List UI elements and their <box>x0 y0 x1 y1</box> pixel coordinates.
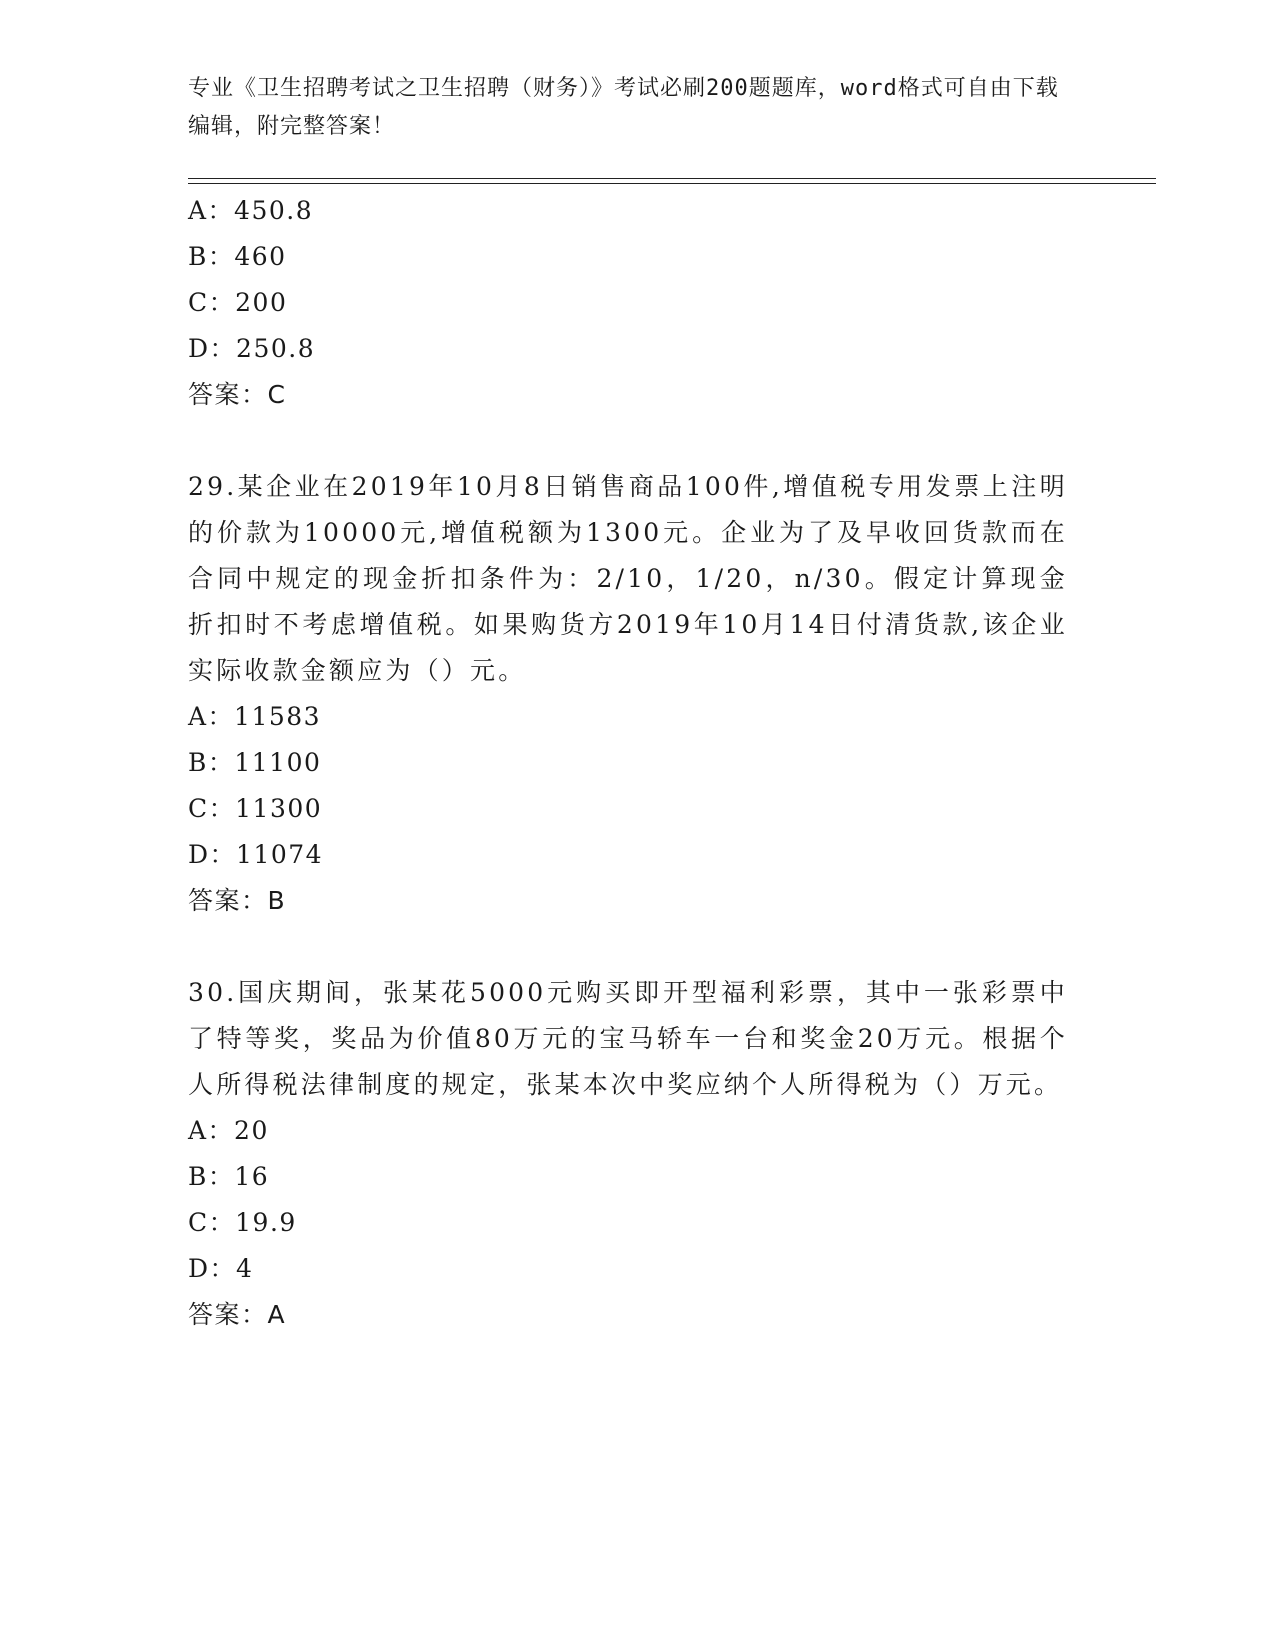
header-divider-top <box>188 178 1156 179</box>
option-a: A：20 <box>188 1116 269 1145</box>
option-c: C：19.9 <box>188 1208 297 1237</box>
option-c: C：11300 <box>188 794 323 823</box>
option-b: B：16 <box>188 1162 270 1191</box>
question-block-29 <box>188 464 1068 924</box>
question-list <box>188 188 1068 1338</box>
option-d: D：11074 <box>188 840 324 869</box>
answer-line: 答案：A <box>188 1300 287 1329</box>
question-text: 29.某企业在2019年10月8日销售商品100件,增值税专用发票上注明的价款为10000元,增值税额为1300元。企业为了及早收回货款而在合同中规定的现金折扣条件为：2/10，1/20，n/30。假定计算现金折扣时不考虑增值税。如果购货方2019年10月14日付清货款,该企业实际收款金额应为（）元。 <box>188 472 1068 685</box>
option-d: D：4 <box>188 1254 254 1283</box>
option-c: C：200 <box>188 288 288 317</box>
answer-line: 答案：B <box>188 886 287 915</box>
question-block-28 <box>188 188 1068 418</box>
option-a: A：11583 <box>188 702 322 731</box>
question-text: 30.国庆期间，张某花5000元购买即开型福利彩票，其中一张彩票中了特等奖，奖品为价值80万元的宝马轿车一台和奖金20万元。根据个人所得税法律制度的规定，张某本次中奖应纳个人所得税为（）万元。 <box>188 978 1068 1099</box>
option-a: A：450.8 <box>188 196 314 225</box>
answer-line: 答案：C <box>188 380 287 409</box>
option-d: D：250.8 <box>188 334 316 363</box>
header-divider-bottom <box>188 183 1156 184</box>
option-b: B：11100 <box>188 748 322 777</box>
question-block-30 <box>188 970 1068 1338</box>
option-b: B：460 <box>188 242 287 271</box>
document-header: 专业《卫生招聘考试之卫生招聘（财务）》考试必刷200题题库，word格式可自由下载编辑，附完整答案！ <box>188 76 1059 139</box>
